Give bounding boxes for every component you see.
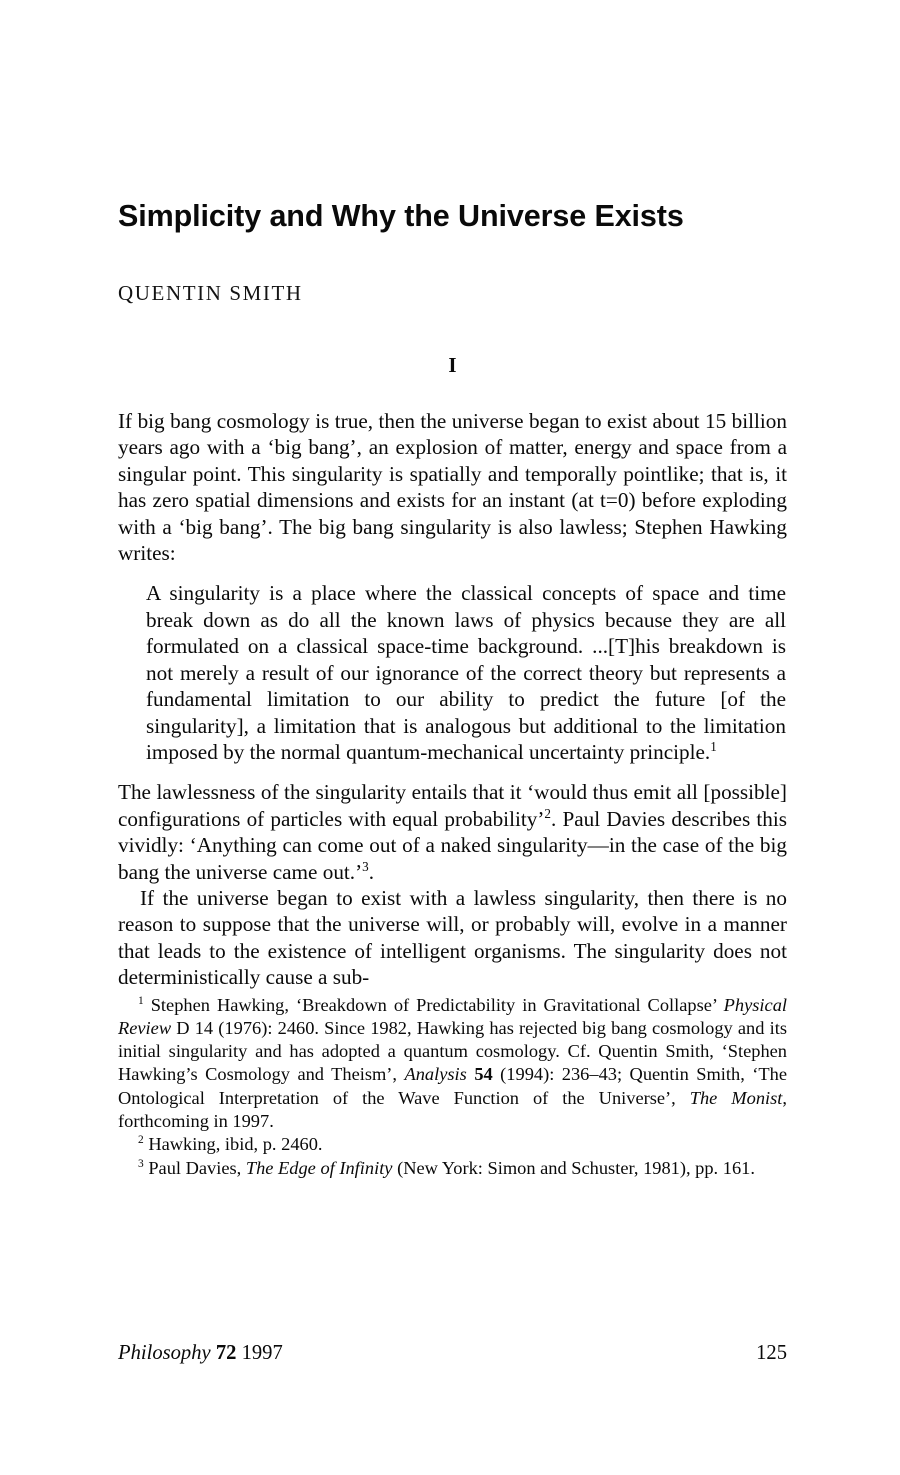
footnote-item bbox=[118, 1157, 787, 1180]
document-page bbox=[118, 0, 787, 1475]
body-paragraph-2 bbox=[118, 779, 787, 885]
footnote-marker: 3 bbox=[138, 1157, 144, 1170]
footnote-text-part: Paul Davies, bbox=[148, 1157, 246, 1178]
footnote-italic-title: The Edge of Infinity bbox=[245, 1157, 393, 1178]
page-footer bbox=[118, 1342, 787, 1365]
footnote-text-part: Stephen Hawking, ‘Breakdown of Predictability in Gravitational Collapse’ bbox=[150, 994, 724, 1015]
journal-name: Philosophy bbox=[118, 1342, 211, 1364]
footnote-italic-title: Analysis bbox=[404, 1064, 467, 1085]
footnote-italic-title: Physical Review bbox=[118, 994, 787, 1038]
footnote-italic-title: The Monist bbox=[689, 1087, 783, 1108]
footnote-ref-3[interactable]: 3 bbox=[362, 858, 369, 874]
journal-year: 1997 bbox=[241, 1342, 283, 1364]
body-paragraph-3: If the universe began to exist with a lawless singularity, then there is no reason to suppose that the universe will, or probably will, evolve in a manner that leads to the existence of intelligent organisms. The singularity does not deterministically cause a sub- bbox=[118, 885, 787, 990]
footnote-marker: 2 bbox=[138, 1134, 144, 1147]
journal-citation bbox=[118, 1342, 283, 1365]
footnote-text-part: , forthcoming in 1997. bbox=[118, 1087, 787, 1132]
footnote-text-part: Hawking, ibid, p. 2460. bbox=[148, 1134, 323, 1155]
footnote-ref-1[interactable]: 1 bbox=[710, 738, 717, 754]
paragraph-2-segment-b: . Paul Davies describes this vividly: ‘Anything can come out of a naked singularity—in the case of the big bang the universe came out.’ bbox=[118, 806, 787, 884]
footnote-ref-2[interactable]: 2 bbox=[544, 805, 551, 821]
footnote-marker: 1 bbox=[138, 994, 144, 1007]
author-name: QUENTIN SMITH bbox=[118, 281, 303, 306]
footnote-volume: 54 bbox=[474, 1064, 493, 1085]
page-number: 125 bbox=[756, 1342, 787, 1364]
body-paragraph-1: If big bang cosmology is true, then the universe began to exist about 15 billion years ago with a ‘big bang’, an explosion of matter, energy and space from a singular point. This singularity is spatially and temporally pointlike; that is, it has zero spatial dimensions and exists for an instant (at t=0) before exploding with a ‘big bang’. The big bang singularity is also lawless; Stephen Hawking writes: bbox=[118, 409, 787, 566]
block-quote-hawking bbox=[146, 566, 786, 779]
paragraph-2-segment-a: The lawlessness of the singularity entails that it ‘would thus emit all [possible] configurations of particles with equal probability’ bbox=[118, 780, 787, 831]
journal-volume: 72 bbox=[215, 1342, 237, 1364]
footnote-text-part: (New York: Simon and Schuster, 1981), pp. 161. bbox=[392, 1157, 755, 1178]
page-title: Simplicity and Why the Universe Exists bbox=[118, 199, 684, 233]
footnote-text-part: (1994): 236–43; Quentin Smith, ‘The Ontological Interpretation of the Wave Function of the Universe’, bbox=[118, 1064, 787, 1108]
section-numeral: I bbox=[448, 353, 457, 378]
footnote-item bbox=[118, 994, 787, 1134]
footnote-item bbox=[118, 1133, 787, 1156]
paragraph-2-segment-c: . bbox=[368, 859, 375, 884]
footnotes-section bbox=[118, 991, 787, 1180]
footnote-text-part: D 14 (1976): 2460. Since 1982, Hawking has rejected big bang cosmology and its initial singularity and has adopted a quantum cosmology. Cf. Quentin Smith, ‘Stephen Hawking’s Cosmology and Theism’, bbox=[118, 1017, 787, 1085]
quote-text: A singularity is a place where the classical concepts of space and time break down as do all the known laws of physics because they are all formulated on a classical space-time background. ...[T]his breakdown is not merely a result of our ignorance of the correct theory but represents a fundamental limitation to our ability to predict the future [of the singularity], a limitation that is analogous but additional to the limitation imposed by the normal quantum-mechanical uncertainty principle. bbox=[146, 581, 786, 764]
